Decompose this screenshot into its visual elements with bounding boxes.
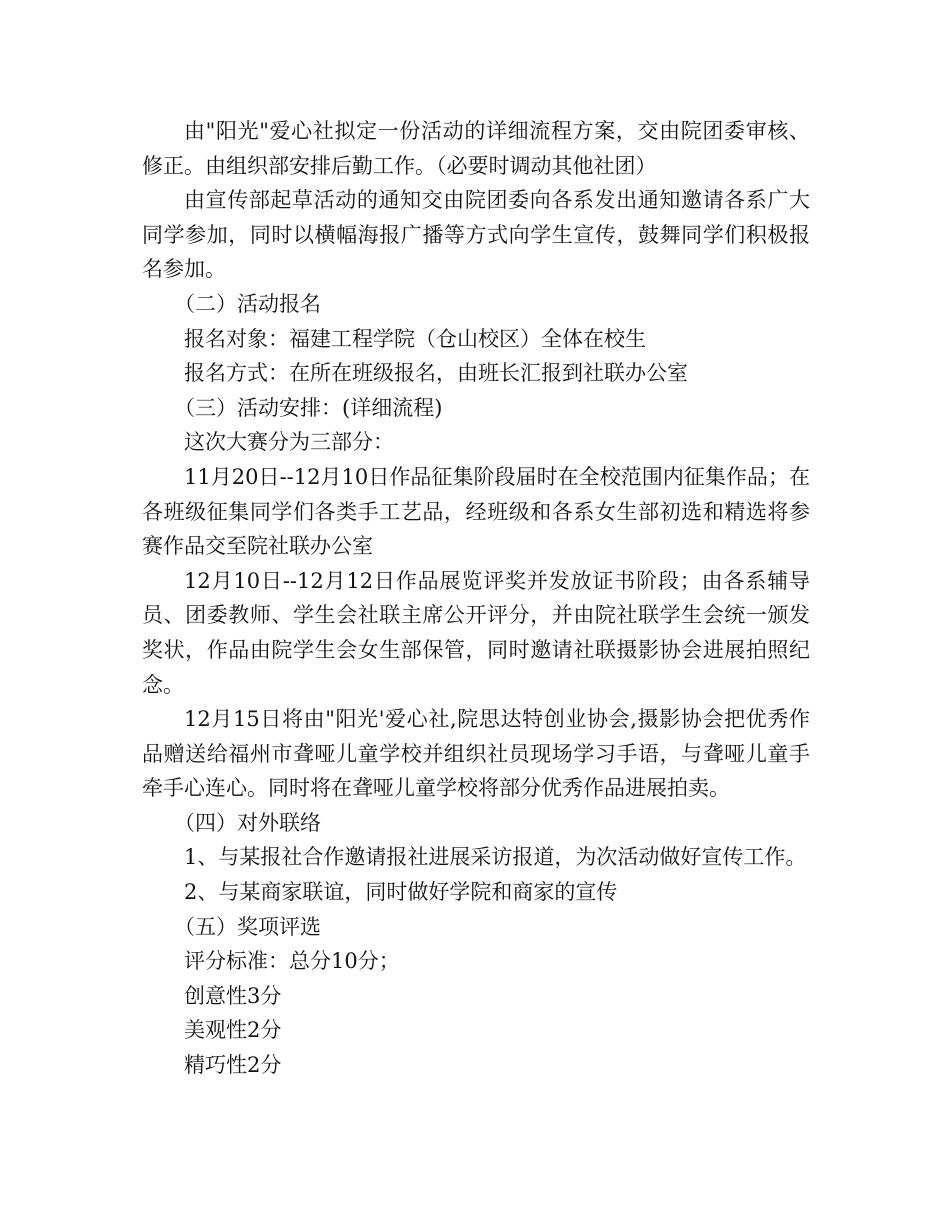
section-heading-outreach: （四）对外联络 [174, 810, 321, 835]
paragraph-donation-phase: 12月15日将由"阳光'爱心社,院思达特创业协会,摄影协会把优秀作品赠送给福州市聋哑儿童学校并组织社员现场学习手语，与聋哑儿童手牵手心连心。同时将在聋哑儿童学校将部分优秀作品进展拍卖。 [142, 707, 810, 801]
section-heading-registration: （二）活动报名 [174, 291, 321, 316]
paragraph-registration-method: 报名方式：在所在班级报名，由班长汇报到社联办公室 [184, 361, 688, 386]
paragraph-score-aesthetics: 美观性2分 [184, 1018, 282, 1043]
paragraph-three-parts: 这次大赛分为三部分： [184, 430, 394, 455]
section-heading-awards: （五）奖项评选 [174, 914, 321, 939]
document-body [142, 114, 810, 1083]
paragraph-publicity: 由宣传部起草活动的通知交由院团委向各系发出通知邀请各系广大同学参加，同时以横幅海报广播等方式向学生宣传，鼓舞同学们积极报名参加。 [142, 188, 810, 282]
paragraph-score-craftsmanship: 精巧性2分 [184, 1053, 282, 1078]
paragraph-outreach-merchant: 2、与某商家联谊，同时做好学院和商家的宣传 [184, 880, 618, 905]
paragraph-outreach-press: 1、与某报社合作邀请报社进展采访报道，为次活动做好宣传工作。 [184, 845, 807, 870]
paragraph-score-creativity: 创意性3分 [184, 983, 282, 1008]
section-heading-schedule: （三）活动安排：(详细流程) [174, 395, 443, 420]
paragraph-exhibition-phase: 12月10日--12月12日作品展览评奖并发放证书阶段；由各系辅导员、团委教师、学生会社联主席公开评分，并由院社联学生会统一颁发奖状，作品由院学生会女生部保管，同时邀请社联摄影协会进展拍照纪念。 [142, 568, 810, 697]
paragraph-registration-target: 报名对象：福建工程学院（仓山校区）全体在校生 [184, 326, 646, 351]
paragraph-collection-phase: 11月20日--12月10日作品征集阶段届时在全校范围内征集作品；在各班级征集同学们各类手工艺品，经班级和各系女生部初选和精选将参赛作品交至院社联办公室 [142, 464, 810, 559]
paragraph-planning: 由"阳光"爱心社拟定一份活动的详细流程方案，交由院团委审核、修正。由组织部安排后勤工作。（必要时调动其他社团） [142, 119, 810, 178]
paragraph-scoring-standard: 评分标准：总分10分； [184, 949, 400, 974]
